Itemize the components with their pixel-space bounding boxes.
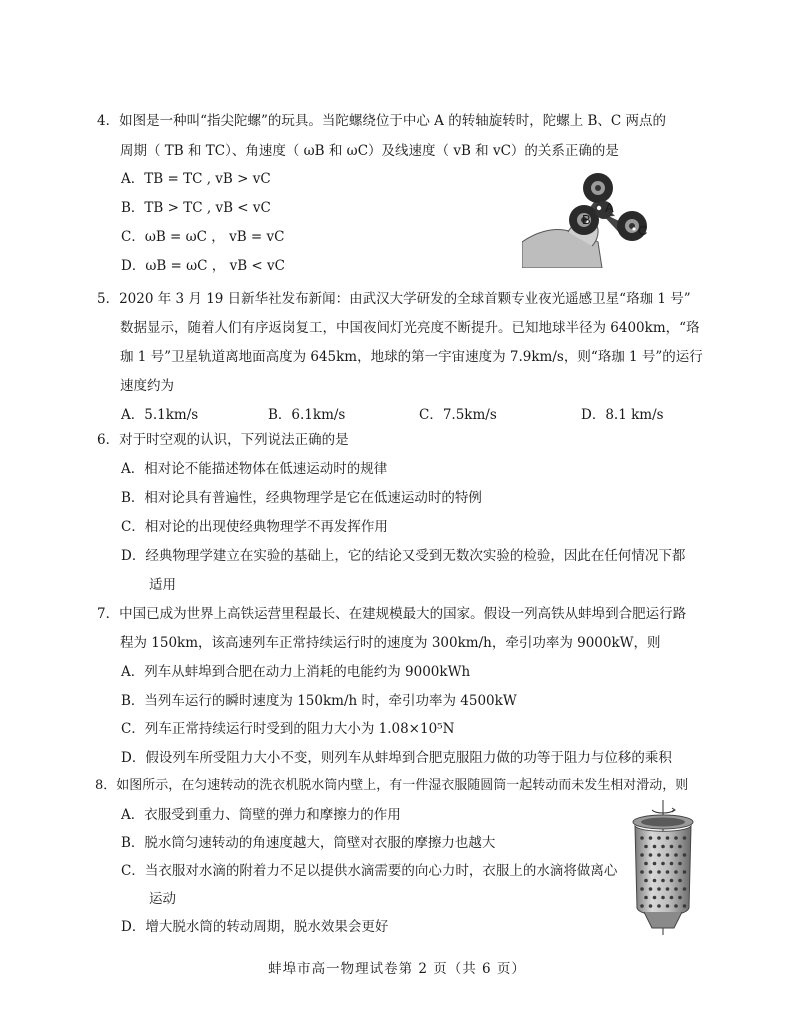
- q4-stem-line2: 周期（ TB 和 TC）、角速度（ ωB 和 ωC）及线速度（ vB 和 vC）的关系正确的是: [120, 143, 619, 159]
- drum-hole: [678, 845, 682, 849]
- drum-hole: [657, 853, 661, 857]
- drum-hole: [674, 904, 678, 908]
- q7-stem-line2: 程为 150km，该高速列车正常持续运行时的速度为 300km/h，牵引功率为 9000kW，则: [120, 635, 661, 651]
- drum-hole: [653, 845, 657, 849]
- drum-hole: [670, 845, 674, 849]
- drum-hole: [644, 845, 648, 849]
- drum-hole: [661, 862, 665, 866]
- drum-hole: [653, 879, 657, 883]
- q6-option-b: B．相对论具有普遍性，经典物理学是它在低速运动时的特例: [121, 490, 482, 506]
- drum-hole: [644, 862, 648, 866]
- fidget-spinner-figure: [522, 170, 662, 268]
- drum-hole: [640, 870, 644, 874]
- drum-hole: [661, 879, 665, 883]
- drum-hole: [674, 887, 678, 891]
- q8-option-c: C．当衣服对水滴的附着力不足以提供水滴需要的向心力时，衣服上的水滴将做离心: [121, 863, 618, 879]
- q5-option-b: B．6.1km/s: [268, 407, 346, 423]
- drum-hole: [640, 836, 644, 840]
- drum-hole: [670, 896, 674, 900]
- drum-hole: [666, 904, 670, 908]
- drum-hole: [649, 904, 653, 908]
- drum-hole: [678, 879, 682, 883]
- drum-hole: [666, 836, 670, 840]
- q4-stem-line1: 4．如图是一种叫“指尖陀螺”的玩具。当陀螺绕位于中心 A 的转轴旋转时，陀螺上 B、C 两点的: [97, 113, 667, 129]
- q7-option-a: A．列车从蚌埠到合肥在动力上消耗的电能约为 9000kWh: [121, 664, 471, 680]
- drum-hole: [661, 896, 665, 900]
- drum-hole: [683, 836, 687, 840]
- q5-stem-line3: 珈 1 号”卫星轨道离地面高度为 645km，地球的第一宇宙速度为 7.9km/s，则“珞珈 1 号”的运行: [120, 349, 703, 365]
- drum-hole: [649, 870, 653, 874]
- page-footer: 蚌埠市高一物理试卷第 2 页（共 6 页）: [268, 961, 526, 977]
- drum-hole: [649, 853, 653, 857]
- drum-hole: [640, 887, 644, 891]
- q6-option-d: D．经典物理学建立在实验的基础上，它的结论又受到无数次实验的检验，因此在任何情况下都: [121, 548, 686, 564]
- drum-hole: [683, 870, 687, 874]
- drum-hole: [653, 896, 657, 900]
- q4-option-b: B．TB > TC , vB < vC: [121, 200, 271, 216]
- q5-stem-line2: 数据显示，随着人们有序返岗复工，中国夜间灯光亮度不断提升。已知地球半径为 6400km，“珞: [120, 320, 700, 336]
- q8-stem-line1: 8．如图所示，在匀速转动的洗衣机脱水筒内壁上，有一件湿衣服随圆筒一起转动而未发生相对滑动，则: [95, 778, 689, 793]
- drum-hole: [666, 853, 670, 857]
- label-c: C: [638, 223, 648, 238]
- q5-option-c: C．7.5km/s: [419, 407, 497, 423]
- q6-option-d-cont: 适用: [149, 577, 176, 593]
- q5-stem-line4: 速度约为: [120, 378, 174, 394]
- label-b: B: [582, 212, 591, 227]
- drum-hole: [674, 853, 678, 857]
- q7-option-b: B．当列车运行的瞬时速度为 150km/h 时，牵引功率为 4500kW: [121, 693, 517, 709]
- drum-hole: [661, 845, 665, 849]
- drum-hole: [683, 853, 687, 857]
- drum-hole: [649, 887, 653, 891]
- q7-stem-line1: 7．中国已成为世界上高铁运营里程最长、在建规模最大的国家。假设一列高铁从蚌埠到合肥运行路: [97, 606, 687, 622]
- drum-hole: [666, 870, 670, 874]
- q4-option-a: A．TB = TC , vB > vC: [121, 171, 271, 187]
- q8-option-a: A．衣服受到重力、筒壁的弹力和摩擦力的作用: [121, 807, 401, 823]
- q5-option-d: D．8.1 km/s: [581, 407, 664, 423]
- drum-hole: [666, 887, 670, 891]
- q5-option-a: A．5.1km/s: [121, 407, 199, 423]
- drum-hole: [644, 879, 648, 883]
- q8-option-d: D．增大脱水筒的转动周期，脱水效果会更好: [121, 919, 389, 935]
- drum-hole: [670, 862, 674, 866]
- q7-option-d: D．假设列车所受阻力大小不变，则列车从蚌埠到合肥克服阻力做的功等于阻力与位移的乘积: [121, 750, 672, 766]
- drum-hole: [683, 887, 687, 891]
- drum-hole: [640, 904, 644, 908]
- q8-option-b: B．脱水筒匀速转动的角速度越大，筒壁对衣服的摩擦力也越大: [121, 835, 496, 851]
- drum-hole: [640, 853, 644, 857]
- label-a: A: [605, 200, 614, 215]
- q4-option-c: C．ωB = ωC ， vB = vC: [121, 229, 285, 245]
- drum-hole: [653, 862, 657, 866]
- q7-option-c: C．列车正常持续运行时受到的阻力大小为 1.08×10⁵N: [121, 721, 455, 737]
- drum-hole: [657, 904, 661, 908]
- q5-stem-line1: 5．2020 年 3 月 19 日新华社发布新闻：由武汉大学研发的全球首颗专业夜光遥感卫星“珞珈 1 号”: [97, 291, 691, 307]
- drum-hole: [657, 887, 661, 891]
- drum-hole: [657, 870, 661, 874]
- drum-hole: [683, 904, 687, 908]
- drum-hole: [674, 870, 678, 874]
- spin-dryer-drum-figure: [628, 800, 698, 935]
- drum-hole: [678, 896, 682, 900]
- q4-option-d: D．ωB = ωC ， vB < vC: [121, 258, 285, 274]
- drum-hole: [674, 836, 678, 840]
- q6-option-c: C．相对论的出现使经典物理学不再发挥作用: [121, 519, 388, 535]
- drum-hole: [657, 836, 661, 840]
- drum-hole: [670, 879, 674, 883]
- drum-hole: [678, 862, 682, 866]
- q6-stem-line1: 6．对于时空观的认识，下列说法正确的是: [97, 432, 349, 448]
- drum-hole: [644, 896, 648, 900]
- drum-hole: [649, 836, 653, 840]
- q8-option-c-cont: 运动: [149, 891, 176, 907]
- q6-option-a: A．相对论不能描述物体在低速运动时的规律: [121, 461, 388, 477]
